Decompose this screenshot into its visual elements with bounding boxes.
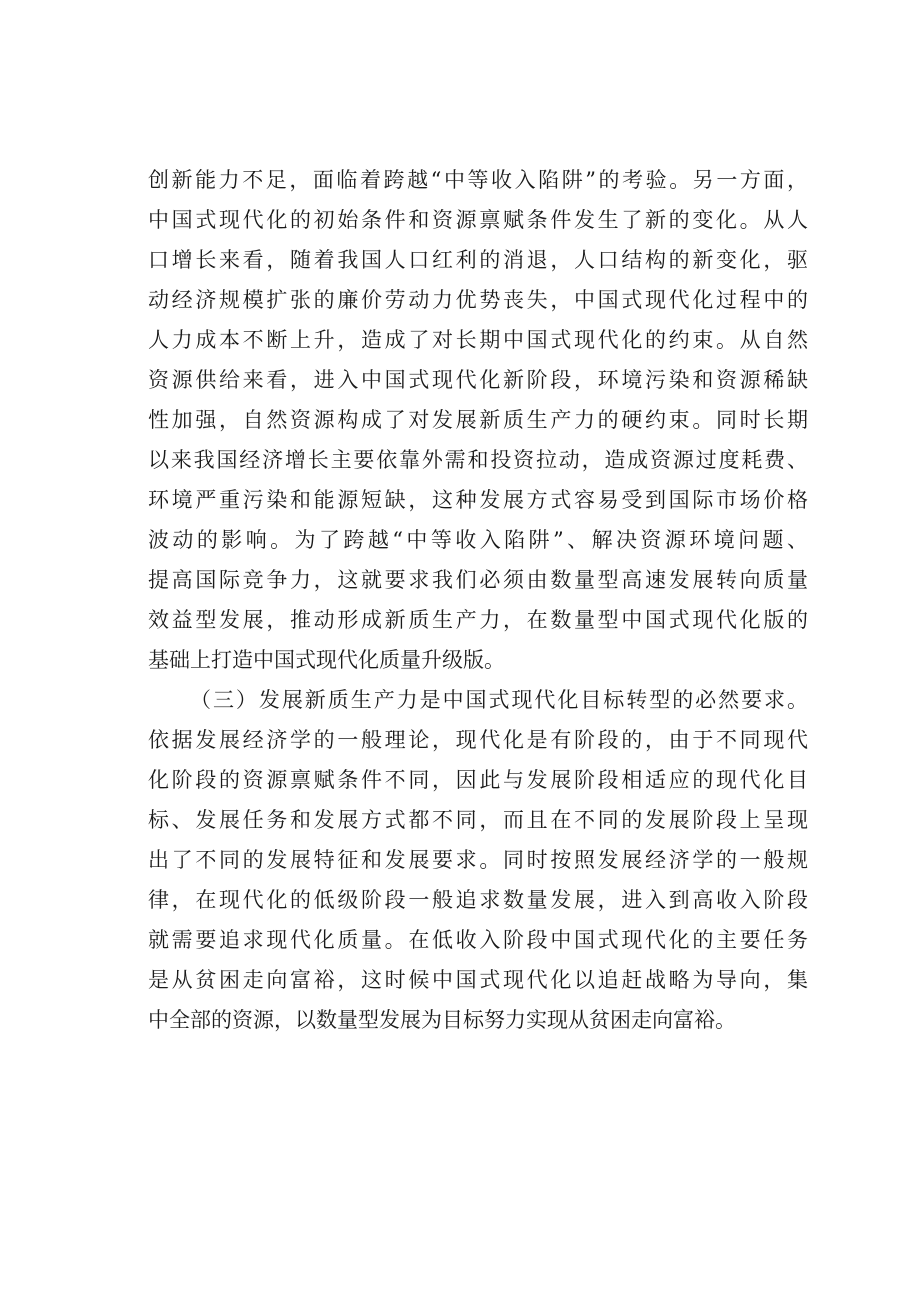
text-line: 化阶段的资源禀赋条件不同，因此与发展阶段相适应的现代化目 bbox=[148, 768, 808, 792]
body-text bbox=[148, 160, 808, 1040]
text-line: 动经济规模扩张的廉价劳动力优势丧失，中国式现代化过程中的 bbox=[148, 288, 808, 312]
text-line: 环境严重污染和能源短缺，这种发展方式容易受到国际市场价格 bbox=[148, 488, 808, 512]
text-line: 基础上打造中国式现代化质量升级版。 bbox=[148, 648, 505, 672]
text-line: 依据发展经济学的一般理论，现代化是有阶段的，由于不同现代 bbox=[148, 728, 808, 752]
text-line: 波动的影响。为了跨越“中等收入陷阱”、解决资源环境问题、 bbox=[148, 528, 808, 552]
text-line: 性加强，自然资源构成了对发展新质生产力的硬约束。同时长期 bbox=[148, 408, 808, 432]
section-heading-line: （三）发展新质生产力是中国式现代化目标转型的必然要求。 bbox=[190, 688, 808, 712]
text-line: 标、发展任务和发展方式都不同，而且在不同的发展阶段上呈现 bbox=[148, 808, 808, 832]
text-line: 中国式现代化的初始条件和资源禀赋条件发生了新的变化。从人 bbox=[148, 208, 808, 232]
text-line: 以来我国经济增长主要依靠外需和投资拉动，造成资源过度耗费、 bbox=[148, 448, 808, 472]
text-line: 中全部的资源，以数量型发展为目标努力实现从贫困走向富裕。 bbox=[148, 1008, 736, 1032]
text-line: 提高国际竞争力，这就要求我们必须由数量型高速发展转向质量 bbox=[148, 568, 808, 592]
text-line: 口增长来看，随着我国人口红利的消退，人口结构的新变化，驱 bbox=[148, 248, 808, 272]
text-line: 效益型发展，推动形成新质生产力，在数量型中国式现代化版的 bbox=[148, 608, 808, 632]
text-line: 是从贫困走向富裕，这时候中国式现代化以追赶战略为导向，集 bbox=[148, 968, 808, 992]
text-line: 出了不同的发展特征和发展要求。同时按照发展经济学的一般规 bbox=[148, 848, 808, 872]
text-line: 律，在现代化的低级阶段一般追求数量发展，进入到高收入阶段 bbox=[148, 888, 808, 912]
text-line: 就需要追求现代化质量。在低收入阶段中国式现代化的主要任务 bbox=[148, 928, 808, 952]
text-line: 创新能力不足，面临着跨越“中等收入陷阱”的考验。另一方面， bbox=[148, 168, 808, 192]
text-line: 人力成本不断上升，造成了对长期中国式现代化的约束。从自然 bbox=[148, 328, 808, 352]
text-line: 资源供给来看，进入中国式现代化新阶段，环境污染和资源稀缺 bbox=[148, 368, 808, 392]
